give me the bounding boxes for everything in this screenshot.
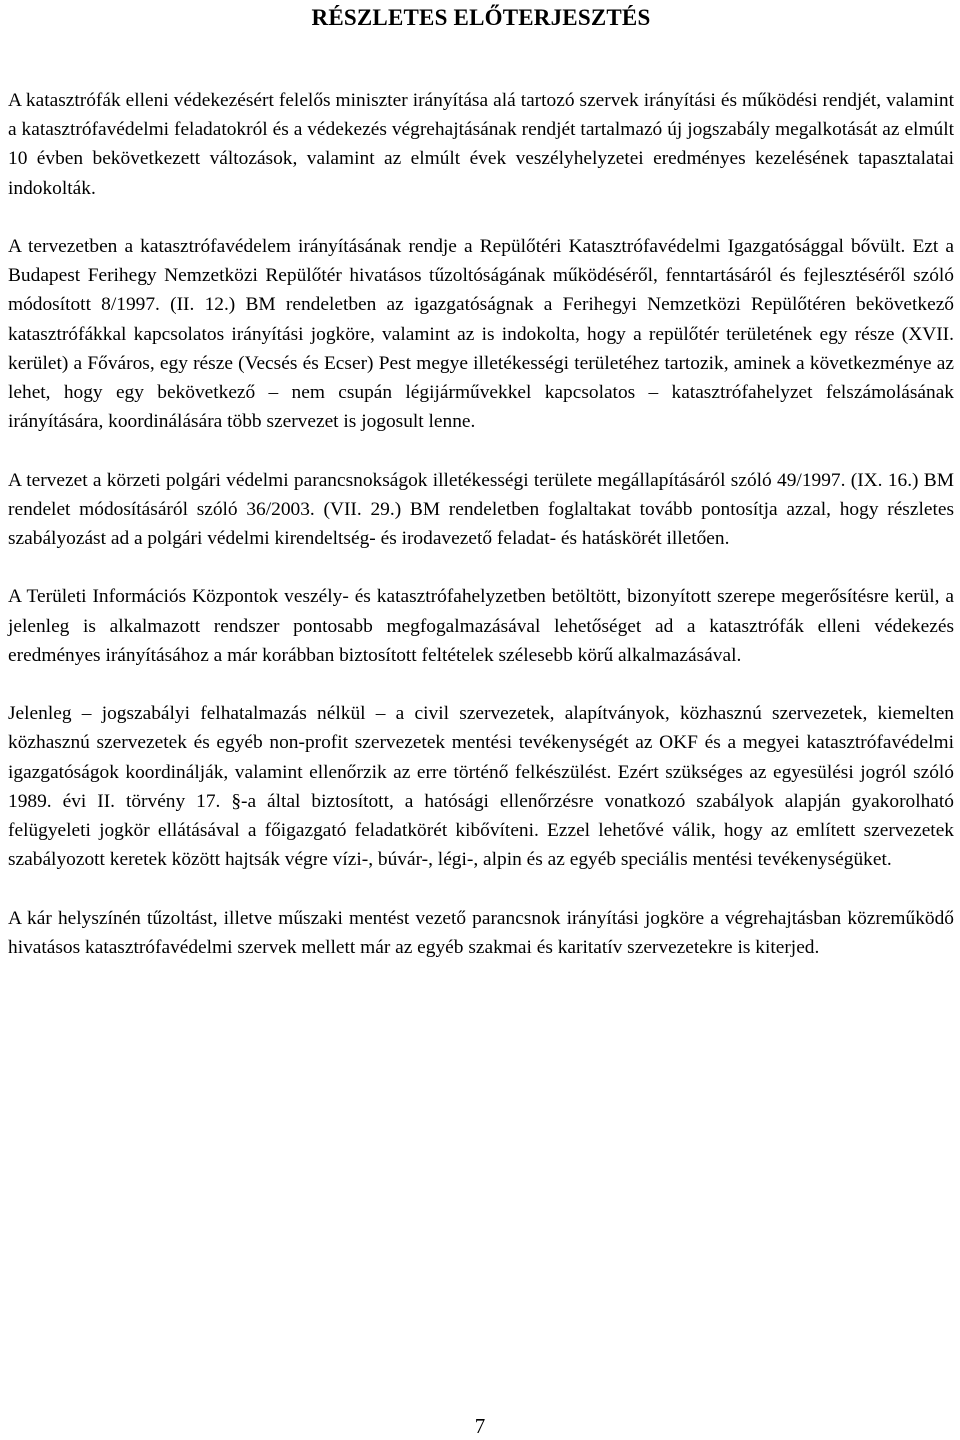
paragraph-2: A tervezetben a katasztrófavédelem irányításának rendje a Repülőtéri Katasztrófavédelmi Igazgatósággal bővült. Ezt a Budapest Ferihegy Nemzetközi Repülőtér hivatásos tűzoltóságának működéséről, fenntartásáról és fejlesztéséről szóló módosított 8/1997. (II. 12.) BM rendeletben az igazgatóságnak a Ferihegyi Nemzetközi Repülőtéren bekövetkező katasztrófákkal kapcsolatos irányítási jogköre, valamint az is indokolta, hogy a repülőtér területének egy része (XVII. kerület) a Főváros, egy része (Vecsés és Ecser) Pest megye illetékességi területéhez tartozik, aminek a következménye az lehet, hogy egy bekövetkező – nem csupán légijárművekkel kapcsolatos – katasztrófahelyzet felszámolásának irányítására, koordinálására több szervezet is jogosult lenne. [8,236,954,433]
paragraph-5: Jelenleg – jogszabályi felhatalmazás nélkül – a civil szervezetek, alapítványok, közhasznú szervezetek, kiemelten közhasznú szervezetek és egyéb non-profit szervezetek mentési tevékenységét az OKF és a megyei katasztrófavédelmi igazgatóságok koordinálják, valamint ellenőrzik az erre történő felkészülést. Ezért szükséges az egyesülési jogról szóló 1989. évi II. törvény 17. §-a által biztosított, a hatósági ellenőrzésre vonatkozó szabályok alapján gyakorolható felügyeleti jogkör ellátásával a főigazgató feladatkörét kibővíteni. Ezzel lehetővé válik, hogy az említett szervezetek szabályozott keretek között hajtsák végre vízi-, búvár-, légi-, alpin és az egyéb speciális mentési tevékenységüket. [8,703,954,871]
paragraph-4: A Területi Információs Központok veszély- és katasztrófahelyzetben betöltött, bizonyított szerepe megerősítésre kerül, a jelenleg is alkalmazott rendszer pontosabb megfogalmazásával lehetőséget ad a katasztrófák elleni védekezés eredményes irányításához a már korábban biztosított feltételek szélesebb körű alkalmazásával. [8,586,954,666]
paragraph-1: A katasztrófák elleni védekezésért felelős miniszter irányítása alá tartozó szervek irányítási és működési rendjét, valamint a katasztrófavédelmi feladatokról és a védekezés végrehajtásának rendjét tartalmazó új jogszabály megalkotását az elmúlt 10 évben bekövetkezett változások, valamint az elmúlt évek veszélyhelyzetei eredményes kezelésének tapasztalatai indokolták. [8,90,954,199]
paragraph-3: A tervezet a körzeti polgári védelmi parancsnokságok illetékességi területe megállapításáról szóló 49/1997. (IX. 16.) BM rendelet módosításáról szóló 36/2003. (VII. 29.) BM rendeletben foglaltakat tovább pontosítja azzal, hogy részletes szabályozást ad a polgári védelmi kirendeltség- és irodavezető feladat- és hatáskörét illetően. [8,469,954,550]
document-title: RÉSZLETES ELŐTERJESZTÉS [311,5,651,30]
document-body [8,86,954,962]
page-number: 7 [474,1414,486,1438]
paragraph-6: A kár helyszínén tűzoltást, illetve műszaki mentést vezető parancsnok irányítási jogköre a végrehajtásban közreműködő hivatásos katasztrófavédelmi szervek mellett már az egyéb szakmai és karitatív szervezetekre is kiterjed. [8,907,954,958]
document-page [8,0,954,991]
